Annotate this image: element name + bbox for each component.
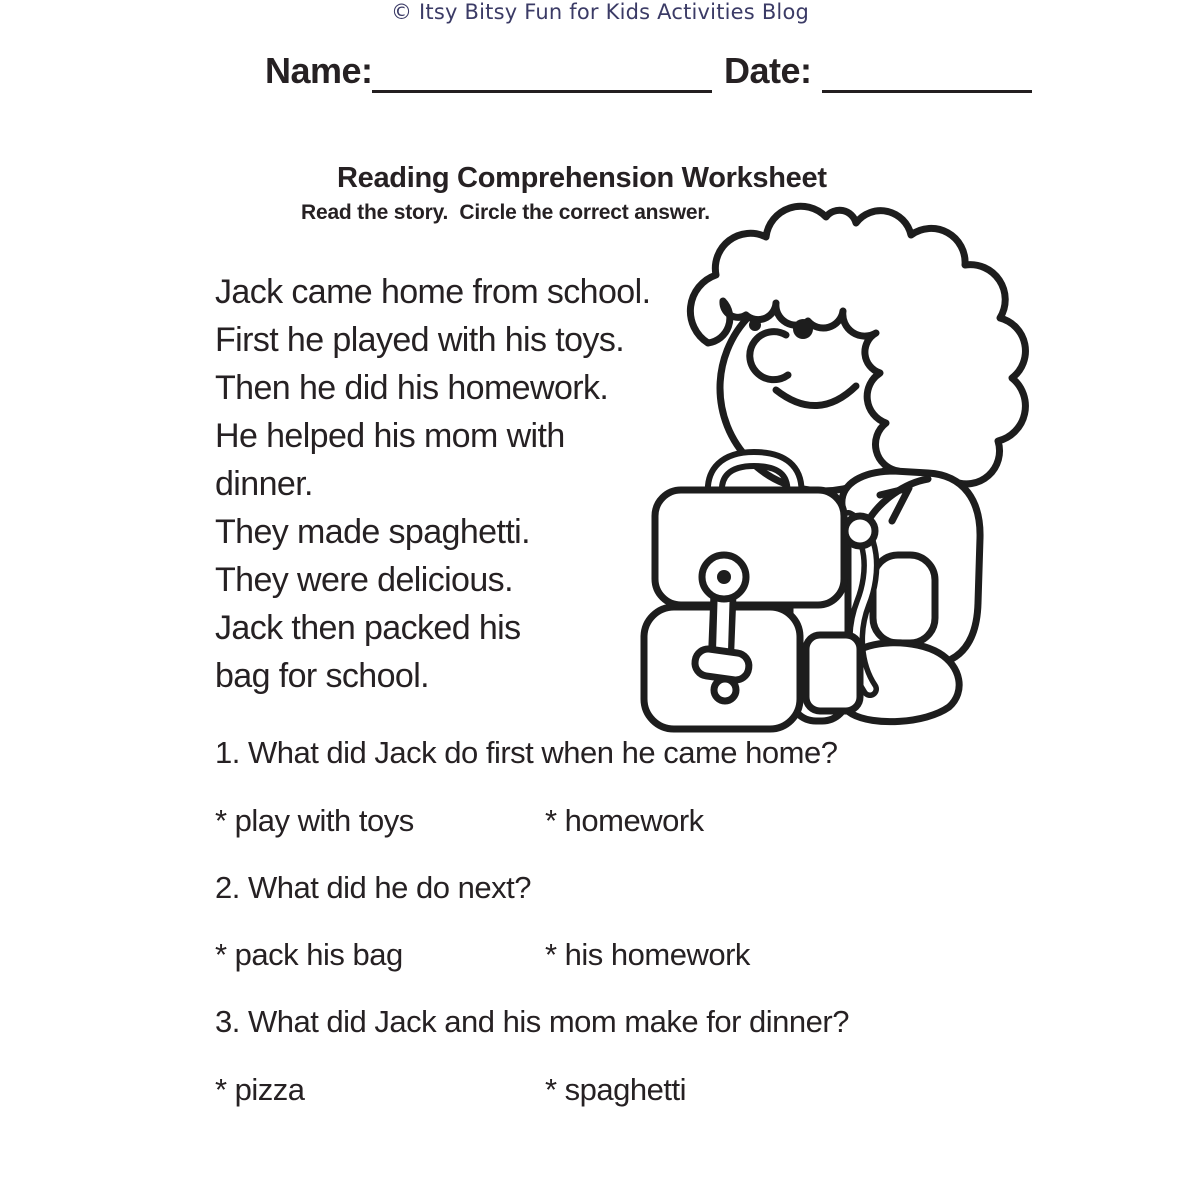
- question-2-option-b[interactable]: * his homework: [545, 937, 750, 972]
- story-line: They were delicious.: [215, 561, 513, 599]
- date-label: Date:: [724, 50, 812, 91]
- story-line: dinner.: [215, 465, 313, 503]
- backpack-pocket: [806, 635, 860, 711]
- question-1-option-b[interactable]: * homework: [545, 803, 704, 838]
- hand: [845, 516, 875, 546]
- left-eye: [749, 319, 761, 331]
- boy-with-backpack-illustration: [628, 183, 1032, 749]
- worksheet-title: Reading Comprehension Worksheet: [337, 162, 827, 194]
- date-blank-line[interactable]: [822, 90, 1032, 93]
- question-2-text: 2. What did he do next?: [215, 870, 531, 905]
- story-line: Jack came home from school.: [215, 273, 651, 311]
- question-3-option-a[interactable]: * pizza: [215, 1072, 305, 1107]
- leg: [873, 555, 935, 643]
- story-text: [215, 268, 650, 700]
- story-line: bag for school.: [215, 657, 430, 695]
- name-label: Name:: [265, 50, 373, 91]
- question-1-option-a[interactable]: * play with toys: [215, 803, 414, 838]
- story-line: He helped his mom with: [215, 417, 565, 455]
- question-3-option-b[interactable]: * spaghetti: [545, 1072, 686, 1107]
- story-line: Then he did his homework.: [215, 369, 609, 407]
- boy-with-backpack-icon: [628, 183, 1032, 749]
- story-line: Jack then packed his: [215, 609, 521, 647]
- right-eye: [793, 319, 813, 339]
- question-3-text: 3. What did Jack and his mom make for dinner?: [215, 1004, 849, 1039]
- backpack-flap: [655, 490, 844, 605]
- story-line: They made spaghetti.: [215, 513, 530, 551]
- name-blank-line[interactable]: [372, 90, 712, 93]
- question-1-text: 1. What did Jack do first when he came home?: [215, 735, 838, 770]
- worksheet-instructions: Read the story. Circle the correct answer.: [301, 201, 710, 224]
- buckle-tail: [714, 679, 736, 701]
- footer-credit: © Itsy Bitsy Fun for Kids Activities Blog: [390, 0, 810, 24]
- buckle-dot: [717, 570, 731, 584]
- question-2-option-a[interactable]: * pack his bag: [215, 937, 403, 972]
- story-line: First he played with his toys.: [215, 321, 625, 359]
